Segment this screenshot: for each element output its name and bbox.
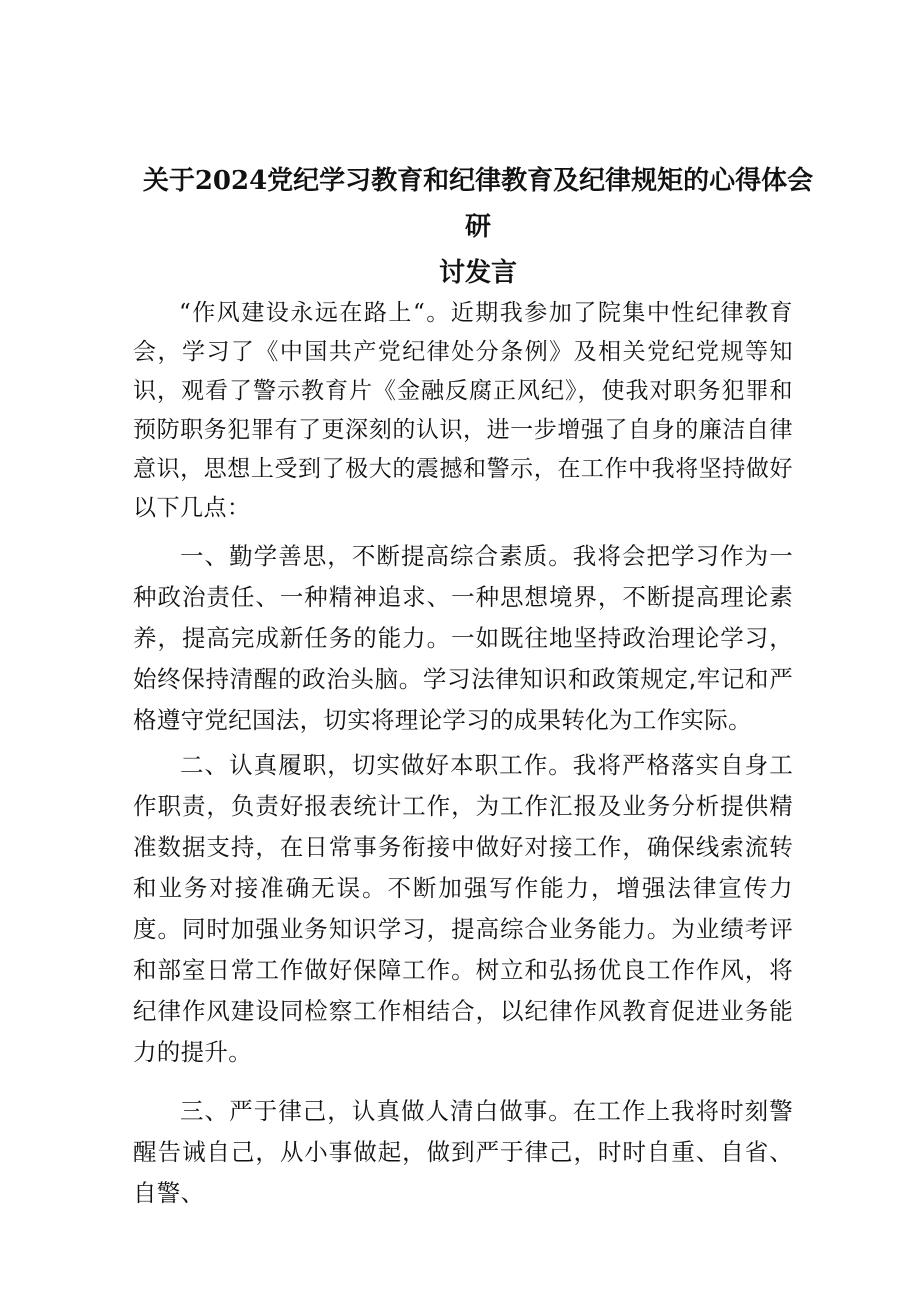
title-line-2: 讨发言	[438, 258, 517, 288]
point-2-paragraph: 二、认真履职，切实做好本职工作。我将严格落实自身工作职责，负责好报表统计工作，为工作汇报及业务分析提供精准数据支持，在日常事务衔接中做好对接工作，确保线索流转和业务对接准确无误。不断加强写作能力，增强法律宣传力度。同时加强业务知识学习，提高综合业务能力。为业绩考评和部室日常工作做好保障工作。树立和弘扬优良工作作风，将纪律作风建设同检察工作相结合，以纪律作风教育促进业务能力的提升。	[133, 751, 793, 1066]
intro-paragraph: “作风建设永远在路上“。近期我参加了院集中性纪律教育会，学习了《中国共产党纪律处分条例》及相关党纪党规等知识，观看了警示教育片《金融反腐正风纪》，使我对职务犯罪和预防职务犯罪有了更深刻的认识，进一步增强了自身的廉洁自律意识，思想上受到了极大的震撼和警示，在工作中我将坚持做好以下几点：	[133, 300, 793, 521]
document-body	[133, 294, 793, 1214]
point-3-paragraph: 三、严于律己，认真做人清白做事。在工作上我将时刻警醒告诫自己，从小事做起，做到严于律己，时时自重、自省、自警、	[133, 1097, 793, 1207]
point-1-paragraph: 一、勤学善思，不断提高综合素质。我将会把学习作为一种政治责任、一种精神追求、一种思想境界，不断提高理论素养，提高完成新任务的能力。一如既往地坚持政治理论学习，始终保持清醒的政治头脑。学习法律知识和政策规定,牢记和严格遵守党纪国法，切实将理论学习的成果转化为工作实际。	[133, 542, 793, 734]
title-line-1: 关于2024党纪学习教育和纪律教育及纪律规矩的心得体会研	[142, 166, 814, 242]
document-title	[133, 158, 823, 296]
